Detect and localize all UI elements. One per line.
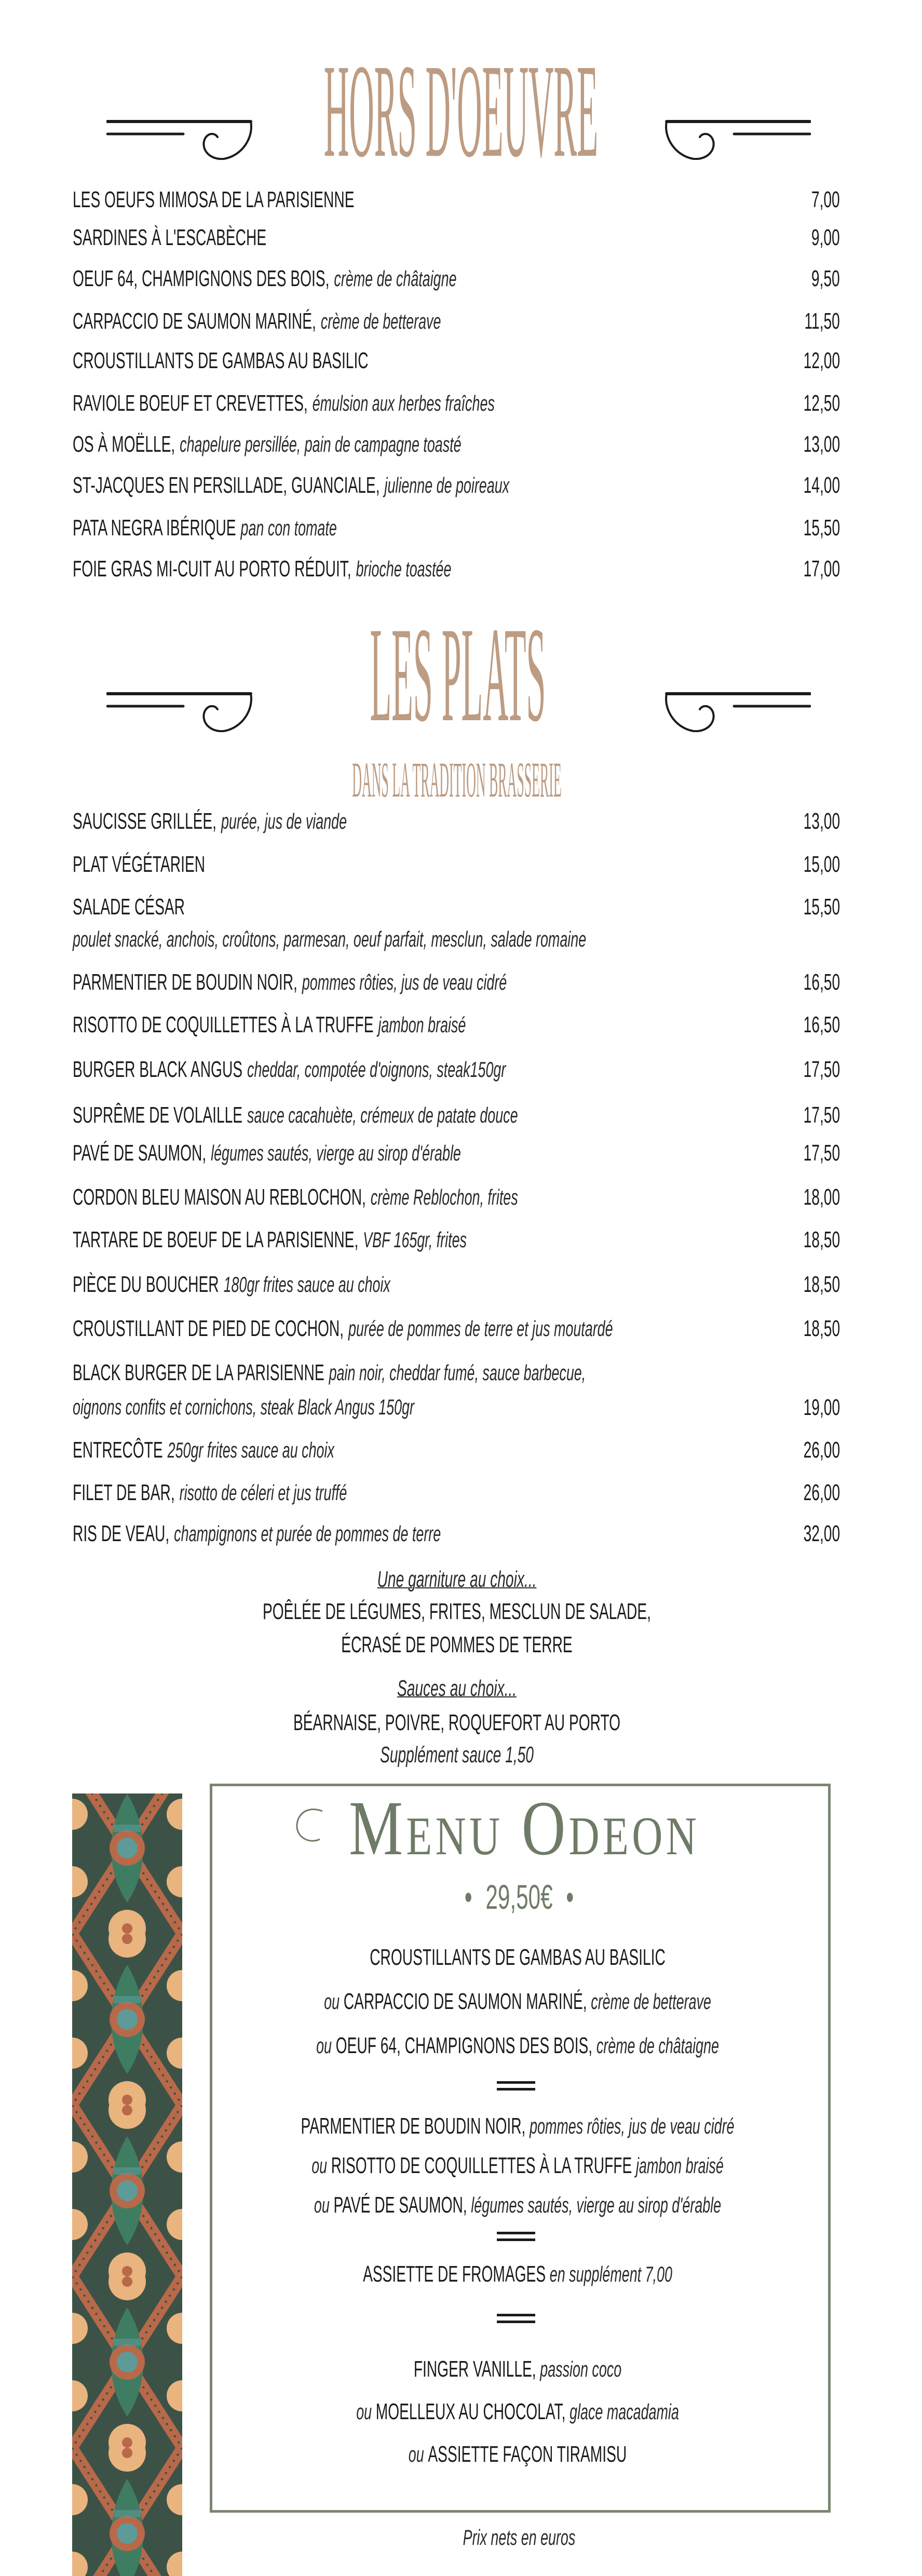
menu-item	[73, 1317, 613, 1340]
item-name: BURGER BLACK ANGUS	[73, 1057, 243, 1082]
option-name: ASSIETTE DE FROMAGES	[363, 2261, 546, 2287]
option-name: MOELLEUX AU CHOCOLAT,	[375, 2399, 566, 2424]
item-name: BLACK BURGER DE LA PARISIENNE	[73, 1360, 324, 1385]
item-price: 18,50	[803, 1227, 840, 1252]
odeon-course-option	[316, 2034, 719, 2057]
item-description: crème de châtaigne	[334, 266, 457, 291]
odeon-course-option	[370, 1946, 666, 1969]
option-name: PAVÉ DE SAUMON,	[333, 2192, 467, 2218]
odeon-course-option	[409, 2443, 627, 2466]
menu-item	[73, 433, 462, 456]
course-separator	[497, 2081, 535, 2091]
item-price: 17,50	[803, 1102, 840, 1128]
odeon-course-option	[311, 2154, 724, 2177]
item-description: 250gr frites sauce au choix	[167, 1438, 334, 1462]
menu-item	[73, 349, 369, 372]
odeon-course-option	[301, 2115, 735, 2138]
menu-item	[73, 853, 205, 876]
option-prefix: ou	[316, 2033, 332, 2058]
option-prefix: ou	[314, 2193, 330, 2217]
odeon-course-option	[356, 2400, 679, 2423]
ornament-right-icon	[655, 691, 811, 732]
menu-item	[73, 1142, 461, 1165]
menu-item	[73, 1229, 467, 1251]
item-name: CORDON BLEU MAISON AU REBLOCHON,	[73, 1184, 366, 1210]
item-description: crème Reblochon, frites	[370, 1185, 518, 1209]
option-name: PARMENTIER DE BOUDIN NOIR,	[301, 2113, 526, 2139]
menu-item	[73, 517, 337, 540]
ornament-left-icon	[106, 691, 262, 732]
option-description: pommes rôties, jus de veau cidré	[530, 2114, 735, 2138]
option-name: RISOTTO DE COQUILLETTES À LA TRUFFE	[331, 2153, 632, 2178]
option-name: FINGER VANILLE,	[413, 2356, 536, 2382]
item-price: 13,00	[803, 431, 840, 457]
option-prefix: ou	[356, 2399, 372, 2424]
menu-item	[73, 226, 266, 249]
menu-item	[73, 1439, 334, 1462]
menu-item	[73, 474, 509, 497]
menu-odeon-price: 29,50€	[485, 1878, 553, 1916]
item-name: ST-JACQUES EN PERSILLADE, GUANCIALE,	[73, 473, 380, 498]
item-description: jambon braisé	[378, 1013, 466, 1037]
menu-item	[73, 896, 185, 919]
item-name: RAVIOLE BOEUF ET CREVETTES,	[73, 390, 308, 416]
item-description: pain noir, cheddar fumé, sauce barbecue,	[329, 1360, 586, 1385]
item-price: 16,50	[803, 1012, 840, 1037]
course-separator	[497, 2314, 535, 2323]
menu-item	[73, 1104, 518, 1127]
hors-doeuvre-title: HORS D'OEUVRE	[323, 36, 599, 185]
item-price: 17,50	[803, 1057, 840, 1082]
menu-item	[73, 1361, 586, 1384]
item-name: PIÈCE DU BOUCHER	[73, 1272, 219, 1297]
odeon-course-option	[363, 2263, 672, 2286]
item-name: ENTRECÔTE	[73, 1437, 163, 1463]
ornament-right-icon	[655, 118, 811, 160]
option-name: CROUSTILLANTS DE GAMBAS AU BASILIC	[370, 1945, 666, 1970]
item-price: 19,00	[803, 1395, 840, 1420]
item-description: brioche toastée	[356, 557, 452, 581]
item-description: champignons et purée de pommes de terre	[174, 1521, 441, 1546]
item-price: 15,50	[803, 894, 840, 920]
menu-item	[73, 1058, 506, 1081]
item-name: SAUCISSE GRILLÉE,	[73, 808, 217, 834]
item-name: SARDINES À L'ESCABÈCHE	[73, 225, 267, 250]
les-plats-title: LES PLATS	[370, 599, 546, 750]
menu-item	[73, 558, 451, 581]
menu-item	[73, 310, 441, 333]
item-price: 32,00	[803, 1521, 840, 1546]
option-description: jambon braisé	[635, 2153, 724, 2178]
item-description: émulsion aux herbes fraîches	[312, 391, 495, 415]
item-price: 14,00	[803, 473, 840, 498]
odeon-course-option	[314, 2194, 721, 2217]
garniture-line-2: ÉCRASÉ DE POMMES DE TERRE	[341, 1632, 573, 1657]
item-name: SALADE CÉSAR	[73, 894, 185, 920]
item-name: RIS DE VEAU,	[73, 1521, 170, 1546]
option-name: CARPACCIO DE SAUMON MARINÉ,	[343, 1989, 587, 2014]
swirl-icon	[294, 1807, 325, 1849]
menu-item	[73, 267, 457, 290]
les-plats-subtitle: DANS LA TRADITION BRASSERIE	[352, 752, 562, 807]
item-description: cheddar, compotée d'oignons, steak150gr	[247, 1057, 506, 1082]
menu-item	[73, 188, 355, 211]
item-price: 13,00	[803, 808, 840, 834]
item-price: 18,50	[803, 1316, 840, 1341]
item-name: SUPRÊME DE VOLAILLE	[73, 1102, 243, 1128]
item-description: purée, jus de viande	[221, 809, 347, 833]
item-price: 18,50	[803, 1272, 840, 1297]
garniture-line-1: POÊLÉE DE LÉGUMES, FRITES, MESCLUN DE SALADE,	[263, 1599, 651, 1624]
item-description-line-2: oignons confits et cornichons, steak Black Angus 150gr	[73, 1395, 414, 1419]
option-name: OEUF 64, CHAMPIGNONS DES BOIS,	[335, 2033, 593, 2058]
option-description: crème de châtaigne	[596, 2033, 719, 2058]
item-name: PATA NEGRA IBÉRIQUE	[73, 515, 236, 541]
course-separator	[497, 2232, 535, 2241]
option-description: légumes sautés, vierge au sirop d'érable	[471, 2193, 722, 2217]
option-prefix: ou	[408, 2442, 424, 2466]
menu-item	[73, 392, 495, 415]
item-description: VBF 165gr, frites	[363, 1228, 467, 1252]
item-price: 9,50	[811, 266, 840, 291]
sauces-line-1: BÉARNAISE, POIVRE, ROQUEFORT AU PORTO	[293, 1710, 621, 1735]
item-description: chapelure persillée, pain de campagne toasté	[180, 432, 462, 456]
option-prefix: ou	[324, 1989, 340, 2014]
option-name: ASSIETTE FAÇON TIRAMISU	[428, 2442, 627, 2467]
menu-item	[73, 971, 507, 994]
menu-item	[73, 1273, 390, 1296]
ornament-left-icon	[106, 118, 262, 160]
item-price: 15,50	[803, 515, 840, 541]
item-price: 18,00	[803, 1184, 840, 1210]
item-price: 12,00	[803, 348, 840, 373]
item-description: 180gr frites sauce au choix	[223, 1272, 390, 1297]
option-prefix: ou	[311, 2153, 328, 2178]
item-price: 16,50	[803, 969, 840, 995]
menu-item	[73, 1481, 347, 1504]
item-price: 17,00	[803, 556, 840, 582]
item-name: FILET DE BAR,	[73, 1480, 175, 1505]
item-name: PAVÉ DE SAUMON,	[73, 1140, 207, 1166]
item-name: CROUSTILLANT DE PIED DE COCHON,	[73, 1316, 344, 1341]
item-name: PLAT VÉGÉTARIEN	[73, 852, 206, 877]
item-name: LES OEUFS MIMOSA DE LA PARISIENNE	[73, 187, 355, 212]
option-description: glace macadamia	[570, 2399, 679, 2424]
item-price: 9,00	[811, 225, 840, 250]
menu-odeon-title: Menu Odeon	[349, 1785, 700, 1871]
menu-item	[73, 1522, 441, 1545]
menu-item	[73, 810, 347, 833]
bullet: •	[566, 1878, 574, 1916]
item-price: 17,50	[803, 1140, 840, 1166]
item-name: OEUF 64, CHAMPIGNONS DES BOIS,	[73, 266, 330, 291]
bullet: •	[464, 1878, 472, 1916]
sauces-heading: Sauces au choix...	[397, 1676, 517, 1701]
garniture-heading: Une garniture au choix...	[377, 1567, 537, 1592]
item-name: RISOTTO DE COQUILLETTES À LA TRUFFE	[73, 1012, 374, 1037]
item-name: CARPACCIO DE SAUMON MARINÉ,	[73, 308, 316, 334]
menu-item	[73, 1186, 518, 1209]
item-price: 26,00	[803, 1480, 840, 1505]
item-description: purée de pommes de terre et jus moutardé	[348, 1316, 613, 1341]
item-description: crème de betterave	[320, 309, 441, 333]
item-description-line-2: poulet snacké, anchois, croûtons, parmesan, oeuf parfait, mesclun, salade romaine	[73, 927, 587, 951]
menu-odeon-price-row	[465, 1880, 574, 1914]
option-description: en supplément 7,00	[549, 2262, 672, 2286]
item-description: légumes sautés, vierge au sirop d'érable	[211, 1141, 461, 1165]
item-price: 15,00	[803, 852, 840, 877]
item-description: pan con tomate	[240, 516, 337, 540]
item-description: sauce cacahuète, crémeux de patate douce	[247, 1103, 518, 1127]
item-price: 11,50	[804, 308, 840, 334]
item-price: 12,50	[803, 390, 840, 416]
odeon-course-option	[324, 1990, 711, 2013]
item-name: PARMENTIER DE BOUDIN NOIR,	[73, 969, 297, 995]
option-description: passion coco	[540, 2357, 622, 2381]
sauce-supplement: Supplément sauce 1,50	[380, 1742, 534, 1768]
item-name: CROUSTILLANTS DE GAMBAS AU BASILIC	[73, 348, 369, 373]
option-description: crème de betterave	[591, 1989, 711, 2014]
item-price: 26,00	[803, 1437, 840, 1463]
item-description: julienne de poireaux	[384, 473, 510, 497]
item-name: OS À MOËLLE,	[73, 431, 175, 457]
item-name: TARTARE DE BOEUF DE LA PARISIENNE,	[73, 1227, 359, 1252]
decorative-pattern-strip	[72, 1793, 182, 2576]
item-description: risotto de céleri et jus truffé	[179, 1480, 347, 1505]
footer-note: Prix nets en euros	[463, 2525, 576, 2550]
item-price: 7,00	[811, 187, 840, 212]
odeon-course-option	[414, 2358, 621, 2381]
menu-item	[73, 1014, 466, 1036]
item-name: FOIE GRAS MI-CUIT AU PORTO RÉDUIT,	[73, 556, 351, 582]
item-description: pommes rôties, jus de veau cidré	[302, 970, 507, 994]
